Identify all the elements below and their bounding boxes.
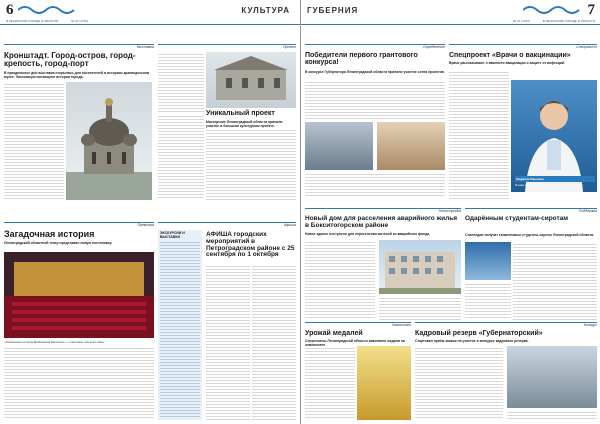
doctor-name-caption: Людмила Тимонина: [515, 176, 595, 182]
medals-photo: [357, 346, 411, 420]
personnel-lead: Стартовал приём заявок на участие в конкурсе кадрового резерва.: [415, 339, 529, 343]
cathedral-photo: [66, 82, 152, 200]
theater-photo: [4, 252, 154, 338]
medals-body: [305, 346, 355, 420]
afisha-sidebar-title: ЭКСКУРСИИ И ВЫСТАВКИ: [160, 231, 185, 239]
new-house-lead: Новое здание построено для переселения жителей из аварийного фонда.: [305, 232, 431, 236]
theater-caption: «Загадочная история Бенджамина Баттона» — спектакль для всей семьи: [4, 340, 105, 344]
kronstadt-tag: Выставка: [4, 44, 154, 48]
unique-project-tag: Проект: [158, 44, 296, 48]
new-house-body-2: [379, 296, 461, 320]
new-house-title: Новый дом для расселения аварийного жилья в Бокситогорском районе: [305, 215, 458, 229]
orphans-photo: [465, 242, 511, 280]
medals-lead: Спортсмены Ленинградской области завоевали медали на: [305, 339, 405, 343]
right-page-number: 7: [587, 2, 595, 18]
orphans-body-2: [465, 282, 511, 320]
project-photo: [206, 52, 296, 108]
mysterious-story-body: [4, 346, 154, 420]
grant-photo-1: [305, 122, 373, 170]
orphans-body: [513, 242, 597, 320]
house-illustration: [379, 240, 461, 294]
vaccination-lead: Врачи рассказывают о важности вакцинации и защите от инфекций.: [449, 61, 565, 65]
grant-body-2: [305, 172, 445, 196]
personnel-photo: [507, 346, 597, 408]
left-header: [0, 0, 300, 26]
orphans-lead: Стипендии получат талантливые студенты-сироты Ленинградской области.: [465, 233, 595, 237]
theater-illustration: [4, 252, 154, 338]
mysterious-story-title: Загадочная история: [4, 229, 95, 239]
left-page-number: 6: [6, 2, 14, 18]
vaccination-tag: Специалист: [449, 44, 597, 48]
new-house-tag: Новостройка: [305, 208, 461, 212]
kronstadt-title: Кронштадт. Город-остров, город-крепость, город-порт: [4, 51, 136, 69]
right-strip-title: В ЛЕНИНСКИЕ ГОРОДЕ И ОБЛАСТИ: [542, 19, 595, 23]
left-strip-title: В ЛЕНИНСКИЕ ГОРОДЕ И ОБЛАСТИ: [6, 19, 59, 23]
unique-project-title: Уникальный проект: [206, 110, 275, 117]
afisha-tag: Афиша: [158, 222, 296, 226]
orphans-title: Одарённым студентам-сиротам: [465, 215, 569, 222]
grant-photo-2: [377, 122, 445, 170]
right-strip-issue: № 37 (4753): [512, 19, 530, 23]
personnel-photo-caption: [507, 410, 597, 420]
left-section-label: КУЛЬТУРА: [241, 6, 290, 15]
grant-lead: В конкурсе Губернатора Ленинградской области приняли участие сотни проектов.: [305, 70, 445, 74]
project-body-col2: [158, 114, 204, 200]
kronstadt-body-col1: [4, 82, 64, 200]
new-house-photo: [379, 240, 461, 294]
wave-logo-icon-right: [523, 2, 583, 14]
kronstadt-lead: В праздничные дни выставка открылась для посетителей в историко-краеведческом музее. Экспозиция посвящена истории города.: [4, 71, 150, 80]
right-strip: [301, 19, 600, 25]
unique-project-lead: Мастерские Ленинградской области приняли участие в большом культурном проекте.: [206, 120, 283, 129]
grant-title: Победители первого грантового конкурса!: [305, 52, 418, 67]
grant-tag: Определение: [305, 44, 445, 48]
mysterious-story-tag: Премьера: [4, 222, 154, 226]
vaccination-body: [449, 70, 509, 200]
new-house-body: [305, 240, 375, 320]
vaccination-title: Спецпроект «Врачи о вакцинации»: [449, 52, 571, 59]
left-strip: [0, 19, 300, 25]
grant-body: [305, 80, 445, 120]
mysterious-story-lead: Ленинградский областной театр представил новую постановку.: [4, 241, 113, 245]
project-body-col3: [206, 128, 296, 200]
medals-tag: Чемпионат: [305, 322, 411, 326]
orphans-tag: Поддержка: [465, 208, 597, 212]
right-page: [300, 0, 600, 424]
medals-title: Урожай медалей: [305, 330, 363, 337]
doctor-quote: Я знаю по своим пациентам, которые переболели...: [515, 183, 585, 187]
wave-logo-icon: [18, 2, 78, 14]
right-header: [301, 0, 600, 26]
cathedral-illustration: [66, 82, 152, 200]
personnel-tag: Конкурс: [415, 322, 597, 326]
personnel-body: [415, 346, 503, 420]
afisha-body-col1: [206, 264, 250, 420]
building-illustration: [206, 52, 296, 108]
personnel-title: Кадровый резерв «Губернаторский»: [415, 330, 543, 337]
afisha-sidebar-body: [160, 240, 200, 418]
afisha-title: АФИША городских мероприятий в Петроградском районе с 25 сентября по 1 октября: [206, 231, 295, 259]
project-body-col1: [158, 52, 204, 112]
left-strip-issue: № 37 (4753): [71, 19, 89, 23]
right-section-label: ГУБЕРНИЯ: [307, 6, 359, 15]
afisha-body-col2: [252, 264, 296, 420]
